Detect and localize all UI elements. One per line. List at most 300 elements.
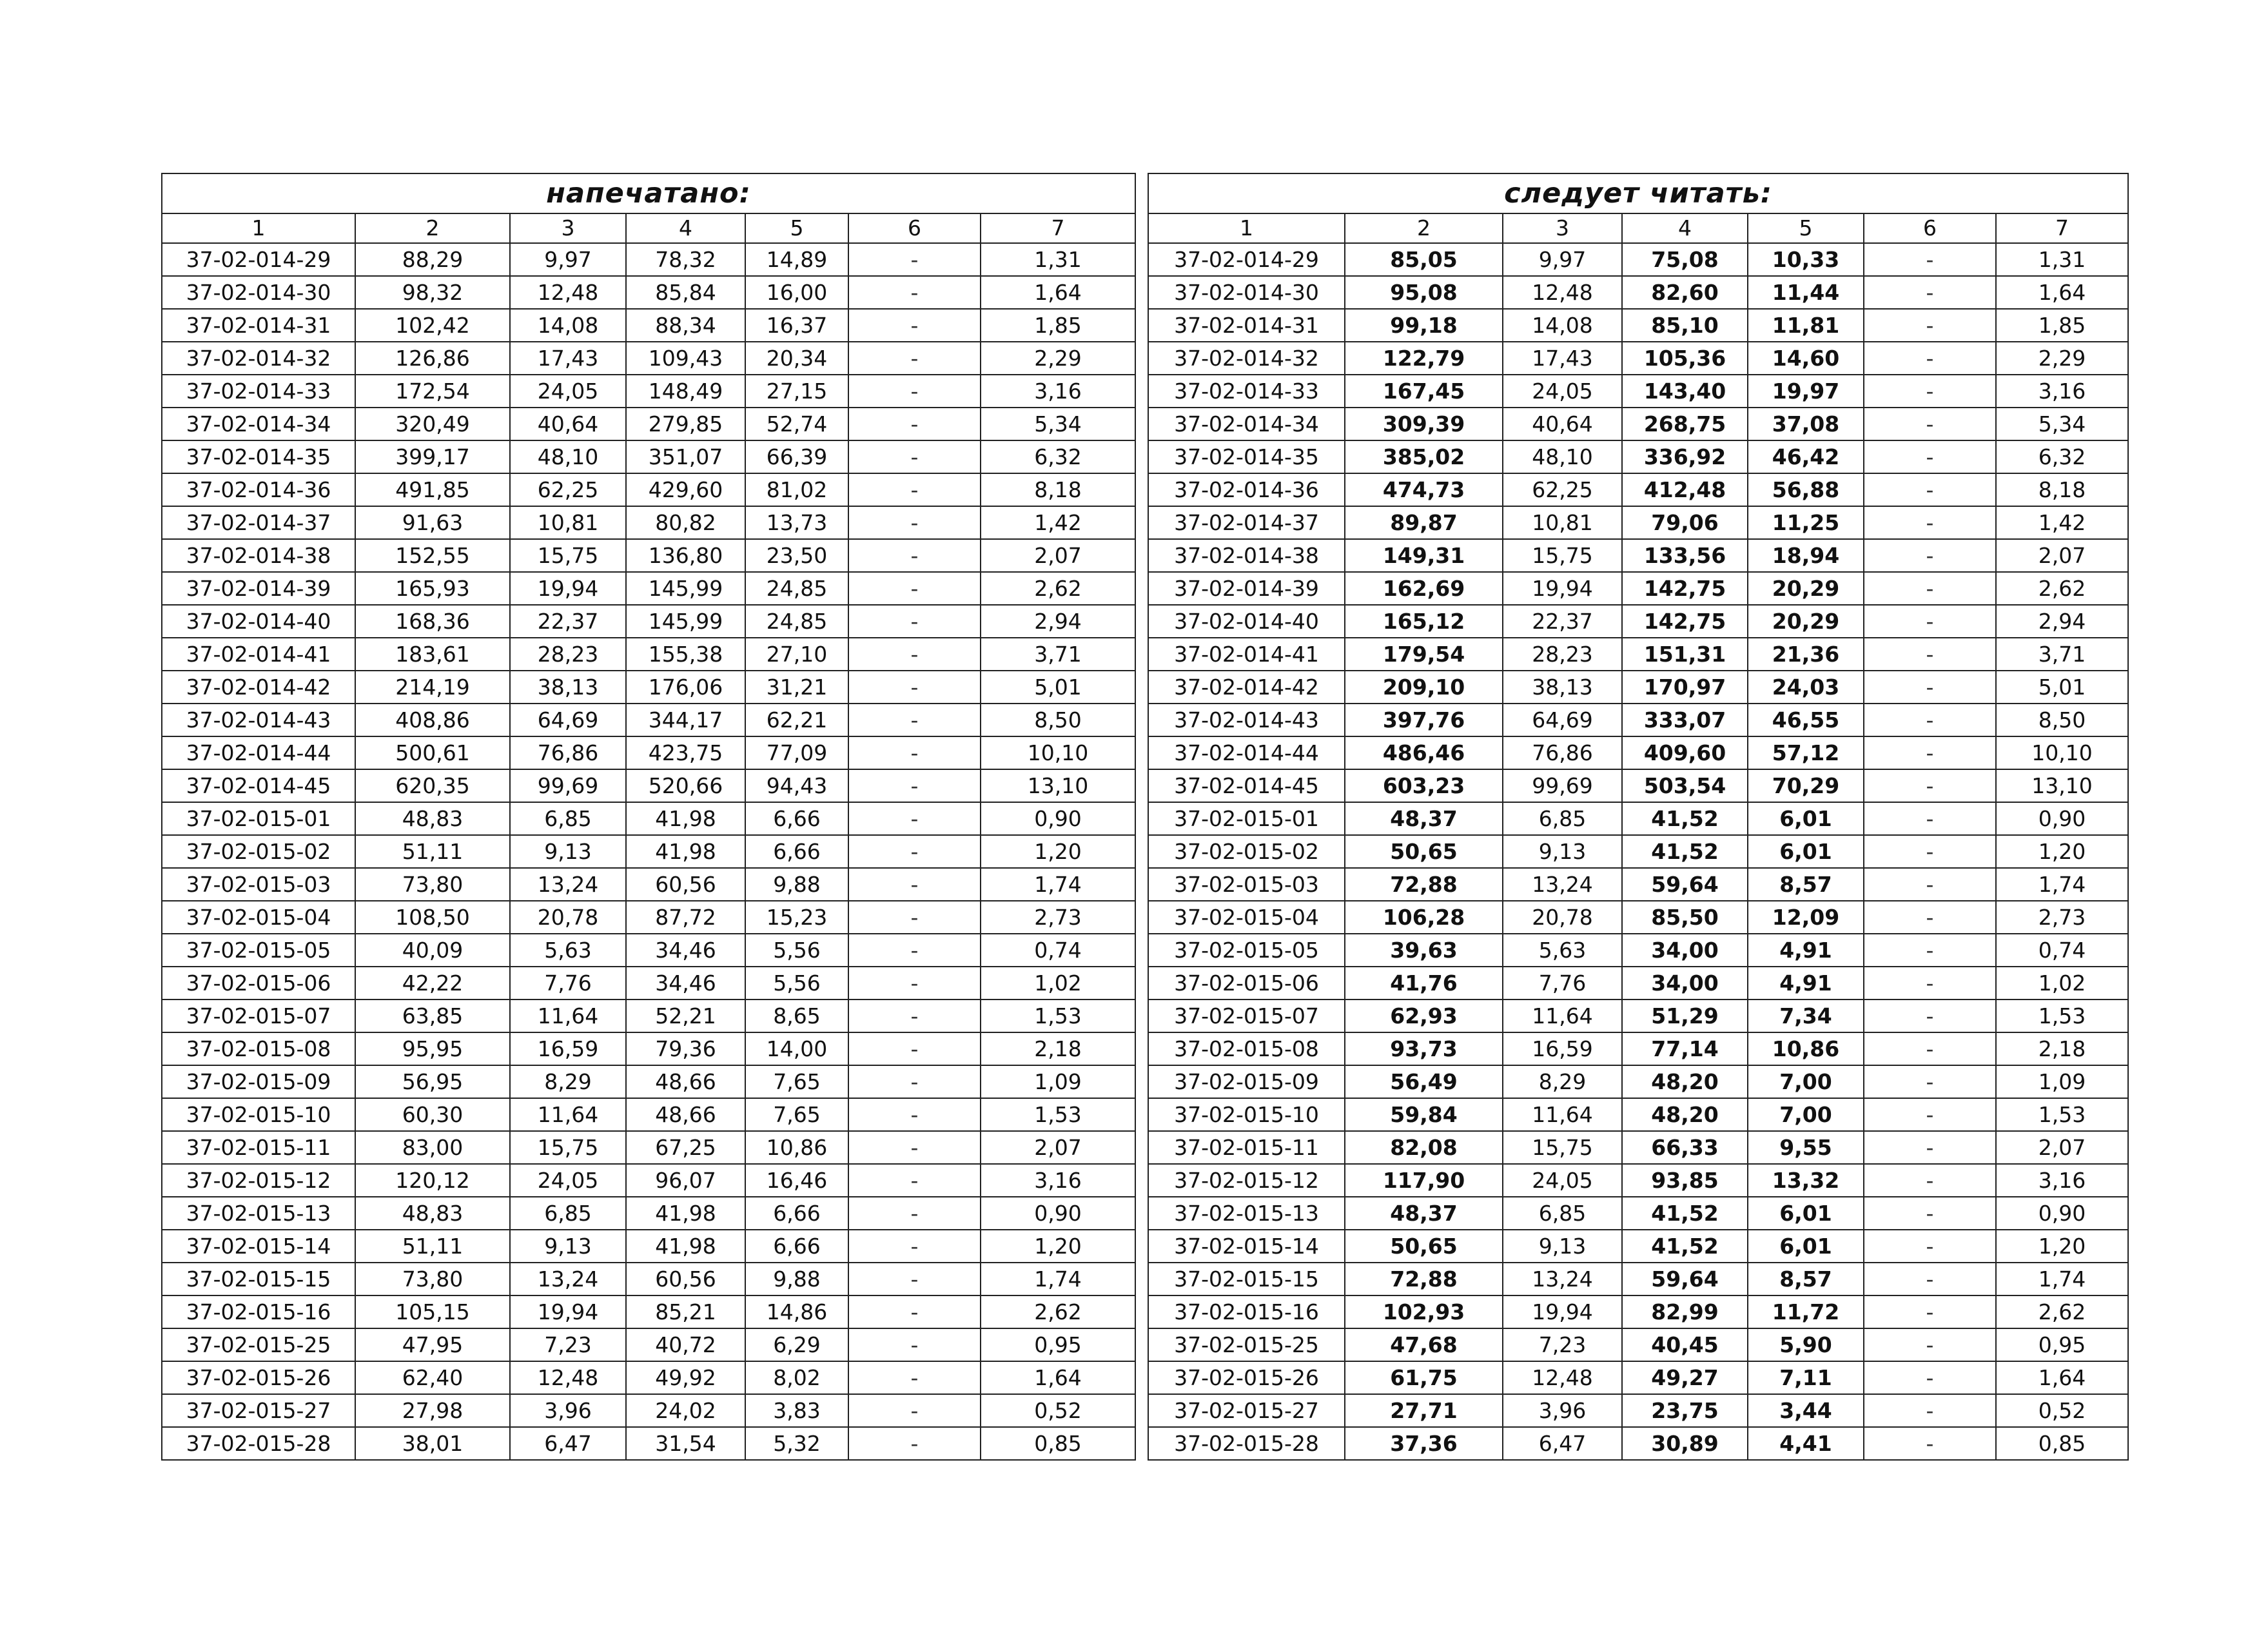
table-cell: 2,07	[981, 539, 1135, 572]
table-cell: 423,75	[626, 736, 745, 769]
table-row	[162, 638, 1135, 671]
table-row	[162, 506, 1135, 539]
table-cell: 82,99	[1622, 1295, 1748, 1328]
table-row	[162, 1230, 1135, 1263]
table-cell: 309,39	[1345, 408, 1503, 440]
table-cell: 51,11	[355, 835, 510, 868]
table-cell: 2,62	[1996, 572, 2128, 605]
table-cell: -	[848, 769, 981, 802]
table-row	[1148, 1065, 2128, 1098]
row-code-cell: 37-02-015-07	[162, 1000, 355, 1032]
table-cell: 59,64	[1622, 868, 1748, 901]
table-cell: 41,98	[626, 802, 745, 835]
table-cell: 8,18	[981, 473, 1135, 506]
table-cell: 2,73	[1996, 901, 2128, 934]
row-code-cell: 37-02-015-28	[162, 1427, 355, 1460]
table-row	[1148, 1263, 2128, 1295]
table-cell: -	[848, 1164, 981, 1197]
table-cell: 12,48	[510, 1361, 626, 1394]
table-cell: 0,95	[1996, 1328, 2128, 1361]
table-cell: 2,62	[1996, 1295, 2128, 1328]
table-cell: 7,76	[1503, 967, 1622, 1000]
table-cell: 10,10	[1996, 736, 2128, 769]
table-cell: 6,01	[1748, 1197, 1864, 1230]
table-row	[162, 1427, 1135, 1460]
table-cell: 136,80	[626, 539, 745, 572]
printed-table	[161, 173, 1136, 1461]
table-cell: 41,98	[626, 1230, 745, 1263]
row-code-cell: 37-02-015-05	[162, 934, 355, 967]
table-cell: 4,41	[1748, 1427, 1864, 1460]
column-number: 6	[848, 213, 981, 243]
row-code-cell: 37-02-015-27	[1148, 1394, 1345, 1427]
table-cell: 72,88	[1345, 1263, 1503, 1295]
row-code-cell: 37-02-015-11	[1148, 1131, 1345, 1164]
table-cell: 24,05	[1503, 1164, 1622, 1197]
table-row	[162, 473, 1135, 506]
table-row	[1148, 309, 2128, 342]
table-cell: 48,83	[355, 1197, 510, 1230]
table-cell: 22,37	[1503, 605, 1622, 638]
table-cell: -	[1864, 1328, 1996, 1361]
table-cell: 4,91	[1748, 934, 1864, 967]
table-cell: 0,74	[981, 934, 1135, 967]
row-code-cell: 37-02-015-14	[162, 1230, 355, 1263]
table-cell: -	[848, 1263, 981, 1295]
table-cell: 5,32	[745, 1427, 848, 1460]
table-cell: 16,00	[745, 276, 848, 309]
row-code-cell: 37-02-015-10	[162, 1098, 355, 1131]
table-cell: 24,85	[745, 572, 848, 605]
table-cell: 52,21	[626, 1000, 745, 1032]
table-cell: 49,92	[626, 1361, 745, 1394]
table-cell: 333,07	[1622, 704, 1748, 736]
table-cell: 14,86	[745, 1295, 848, 1328]
table-cell: 30,89	[1622, 1427, 1748, 1460]
table-cell: 2,62	[981, 1295, 1135, 1328]
table-cell: 7,76	[510, 967, 626, 1000]
table-row	[162, 1263, 1135, 1295]
table-cell: 87,72	[626, 901, 745, 934]
table-cell: -	[848, 440, 981, 473]
table-cell: 2,18	[1996, 1032, 2128, 1065]
table-cell: 399,17	[355, 440, 510, 473]
table-cell: -	[848, 1427, 981, 1460]
table-cell: -	[1864, 1263, 1996, 1295]
table-row	[1148, 901, 2128, 934]
table-cell: 6,85	[1503, 802, 1622, 835]
table-cell: -	[1864, 1394, 1996, 1427]
table-cell: -	[1864, 868, 1996, 901]
table-cell: 3,71	[981, 638, 1135, 671]
row-code-cell: 37-02-015-13	[1148, 1197, 1345, 1230]
table-cell: 88,34	[626, 309, 745, 342]
table-cell: -	[1864, 1098, 1996, 1131]
table-row	[162, 802, 1135, 835]
table-cell: 78,32	[626, 243, 745, 276]
table-cell: 14,89	[745, 243, 848, 276]
table-cell: 133,56	[1622, 539, 1748, 572]
table-cell: 14,08	[510, 309, 626, 342]
table-row	[1148, 506, 2128, 539]
row-code-cell: 37-02-015-06	[1148, 967, 1345, 1000]
row-code-cell: 37-02-014-34	[1148, 408, 1345, 440]
table-cell: -	[1864, 934, 1996, 967]
printed-table-body	[162, 243, 1135, 1460]
table-cell: 2,94	[981, 605, 1135, 638]
table-row	[162, 375, 1135, 408]
table-cell: 28,23	[1503, 638, 1622, 671]
column-number: 2	[1345, 213, 1503, 243]
table-cell: -	[848, 342, 981, 375]
table-cell: 122,79	[1345, 342, 1503, 375]
table-cell: 397,76	[1345, 704, 1503, 736]
table-cell: 8,29	[1503, 1065, 1622, 1098]
table-cell: 40,64	[1503, 408, 1622, 440]
table-cell: -	[1864, 704, 1996, 736]
table-cell: 1,20	[981, 835, 1135, 868]
table-cell: 108,50	[355, 901, 510, 934]
table-cell: 48,66	[626, 1065, 745, 1098]
table-cell: 27,10	[745, 638, 848, 671]
table-cell: 48,20	[1622, 1098, 1748, 1131]
table-cell: -	[848, 243, 981, 276]
row-code-cell: 37-02-015-04	[162, 901, 355, 934]
table-cell: 46,42	[1748, 440, 1864, 473]
table-cell: 2,94	[1996, 605, 2128, 638]
table-cell: -	[1864, 539, 1996, 572]
column-number: 7	[981, 213, 1135, 243]
table-cell: 12,48	[1503, 276, 1622, 309]
table-cell: 20,78	[1503, 901, 1622, 934]
table-cell: 474,73	[1345, 473, 1503, 506]
table-cell: 76,86	[510, 736, 626, 769]
row-code-cell: 37-02-014-36	[162, 473, 355, 506]
table-row	[1148, 408, 2128, 440]
table-row	[1148, 572, 2128, 605]
row-code-cell: 37-02-015-11	[162, 1131, 355, 1164]
row-code-cell: 37-02-015-09	[1148, 1065, 1345, 1098]
table-cell: 1,64	[981, 276, 1135, 309]
table-cell: 9,88	[745, 1263, 848, 1295]
table-cell: 9,97	[1503, 243, 1622, 276]
table-cell: 0,52	[981, 1394, 1135, 1427]
table-cell: 102,93	[1345, 1295, 1503, 1328]
table-cell: 70,29	[1748, 769, 1864, 802]
table-cell: 176,06	[626, 671, 745, 704]
table-cell: 0,85	[981, 1427, 1135, 1460]
table-cell: 19,97	[1748, 375, 1864, 408]
row-code-cell: 37-02-015-25	[162, 1328, 355, 1361]
table-row	[1148, 1000, 2128, 1032]
table-cell: 94,43	[745, 769, 848, 802]
row-code-cell: 37-02-014-44	[1148, 736, 1345, 769]
table-cell: 183,61	[355, 638, 510, 671]
table-cell: 8,65	[745, 1000, 848, 1032]
table-cell: 48,10	[1503, 440, 1622, 473]
table-cell: 5,63	[510, 934, 626, 967]
table-cell: 11,64	[510, 1000, 626, 1032]
table-cell: 41,52	[1622, 1230, 1748, 1263]
table-cell: 57,12	[1748, 736, 1864, 769]
table-cell: 7,23	[510, 1328, 626, 1361]
table-row	[1148, 1394, 2128, 1427]
table-cell: 165,12	[1345, 605, 1503, 638]
should-read-column-numbers	[1148, 213, 2128, 243]
table-cell: 77,09	[745, 736, 848, 769]
column-number: 1	[1148, 213, 1345, 243]
table-cell: 172,54	[355, 375, 510, 408]
table-cell: 520,66	[626, 769, 745, 802]
table-cell: 3,44	[1748, 1394, 1864, 1427]
table-cell: 12,48	[510, 276, 626, 309]
row-code-cell: 37-02-015-16	[1148, 1295, 1345, 1328]
table-cell: 1,02	[981, 967, 1135, 1000]
table-cell: 149,31	[1345, 539, 1503, 572]
table-row	[1148, 276, 2128, 309]
table-cell: 40,09	[355, 934, 510, 967]
row-code-cell: 37-02-015-02	[162, 835, 355, 868]
table-cell: -	[848, 1328, 981, 1361]
table-cell: 3,16	[981, 1164, 1135, 1197]
table-cell: -	[1864, 572, 1996, 605]
table-cell: 20,78	[510, 901, 626, 934]
table-cell: 1,74	[981, 1263, 1135, 1295]
table-cell: 27,71	[1345, 1394, 1503, 1427]
row-code-cell: 37-02-015-08	[162, 1032, 355, 1065]
table-cell: 96,07	[626, 1164, 745, 1197]
printed-column-numbers	[162, 213, 1135, 243]
row-code-cell: 37-02-015-14	[1148, 1230, 1345, 1263]
table-cell: 85,10	[1622, 309, 1748, 342]
table-cell: -	[848, 309, 981, 342]
table-row	[162, 901, 1135, 934]
table-cell: 7,34	[1748, 1000, 1864, 1032]
row-code-cell: 37-02-014-44	[162, 736, 355, 769]
row-code-cell: 37-02-015-12	[162, 1164, 355, 1197]
table-cell: 16,37	[745, 309, 848, 342]
table-cell: 23,75	[1622, 1394, 1748, 1427]
table-cell: 77,14	[1622, 1032, 1748, 1065]
table-cell: 14,60	[1748, 342, 1864, 375]
row-code-cell: 37-02-014-41	[1148, 638, 1345, 671]
table-cell: -	[848, 1000, 981, 1032]
table-cell: 7,65	[745, 1098, 848, 1131]
table-cell: 20,29	[1748, 605, 1864, 638]
table-cell: 22,37	[510, 605, 626, 638]
table-cell: 15,75	[510, 1131, 626, 1164]
table-cell: 16,59	[510, 1032, 626, 1065]
table-cell: 165,93	[355, 572, 510, 605]
table-cell: 6,47	[510, 1427, 626, 1460]
table-cell: 20,29	[1748, 572, 1864, 605]
row-code-cell: 37-02-014-37	[162, 506, 355, 539]
table-cell: 10,10	[981, 736, 1135, 769]
table-cell: 6,01	[1748, 835, 1864, 868]
table-cell: 1,53	[1996, 1098, 2128, 1131]
table-cell: 48,20	[1622, 1065, 1748, 1098]
table-cell: 1,64	[981, 1361, 1135, 1394]
table-cell: -	[1864, 769, 1996, 802]
table-cell: 126,86	[355, 342, 510, 375]
table-cell: 2,62	[981, 572, 1135, 605]
table-cell: 60,30	[355, 1098, 510, 1131]
table-cell: -	[848, 276, 981, 309]
table-cell: 24,05	[510, 375, 626, 408]
table-cell: 19,94	[510, 572, 626, 605]
table-cell: 16,46	[745, 1164, 848, 1197]
table-cell: -	[1864, 736, 1996, 769]
table-cell: -	[1864, 243, 1996, 276]
table-cell: 41,52	[1622, 1197, 1748, 1230]
table-cell: 7,00	[1748, 1065, 1864, 1098]
table-cell: 41,98	[626, 1197, 745, 1230]
row-code-cell: 37-02-014-35	[162, 440, 355, 473]
table-cell: 13,24	[1503, 868, 1622, 901]
printed-caption: напечатано:	[162, 173, 1135, 213]
table-cell: 66,39	[745, 440, 848, 473]
table-cell: 61,75	[1345, 1361, 1503, 1394]
table-cell: 85,05	[1345, 243, 1503, 276]
table-row	[162, 736, 1135, 769]
table-row	[162, 243, 1135, 276]
table-cell: 11,64	[1503, 1000, 1622, 1032]
table-cell: 1,53	[981, 1000, 1135, 1032]
table-cell: -	[848, 967, 981, 1000]
table-cell: 3,96	[1503, 1394, 1622, 1427]
row-code-cell: 37-02-014-38	[162, 539, 355, 572]
table-cell: 41,52	[1622, 802, 1748, 835]
table-cell: 38,13	[510, 671, 626, 704]
table-cell: 1,42	[981, 506, 1135, 539]
table-row	[1148, 539, 2128, 572]
row-code-cell: 37-02-014-43	[162, 704, 355, 736]
column-number: 1	[162, 213, 355, 243]
column-number: 3	[1503, 213, 1622, 243]
table-cell: 6,66	[745, 802, 848, 835]
table-cell: -	[1864, 276, 1996, 309]
table-cell: 0,90	[1996, 802, 2128, 835]
table-cell: 24,02	[626, 1394, 745, 1427]
table-cell: -	[1864, 375, 1996, 408]
table-cell: 59,64	[1622, 1263, 1748, 1295]
table-cell: 603,23	[1345, 769, 1503, 802]
table-row	[1148, 342, 2128, 375]
table-cell: 56,88	[1748, 473, 1864, 506]
table-cell: 6,85	[1503, 1197, 1622, 1230]
row-code-cell: 37-02-014-41	[162, 638, 355, 671]
table-cell: 6,66	[745, 1197, 848, 1230]
table-cell: 60,56	[626, 868, 745, 901]
table-cell: 1,09	[981, 1065, 1135, 1098]
table-row	[1148, 671, 2128, 704]
table-cell: 2,29	[981, 342, 1135, 375]
table-row	[1148, 1098, 2128, 1131]
table-cell: -	[848, 572, 981, 605]
table-cell: 19,94	[510, 1295, 626, 1328]
table-cell: 75,08	[1622, 243, 1748, 276]
table-cell: 7,23	[1503, 1328, 1622, 1361]
table-cell: -	[1864, 1230, 1996, 1263]
table-cell: 336,92	[1622, 440, 1748, 473]
table-cell: -	[848, 408, 981, 440]
table-cell: 15,75	[1503, 539, 1622, 572]
table-cell: 148,49	[626, 375, 745, 408]
table-cell: 142,75	[1622, 572, 1748, 605]
table-cell: 120,12	[355, 1164, 510, 1197]
row-code-cell: 37-02-014-33	[1148, 375, 1345, 408]
row-code-cell: 37-02-015-05	[1148, 934, 1345, 967]
table-row	[1148, 375, 2128, 408]
table-cell: 72,88	[1345, 868, 1503, 901]
row-code-cell: 37-02-015-02	[1148, 835, 1345, 868]
table-cell: 46,55	[1748, 704, 1864, 736]
table-row	[1148, 605, 2128, 638]
table-row	[1148, 1230, 2128, 1263]
table-cell: 1,74	[1996, 868, 2128, 901]
table-cell: 59,84	[1345, 1098, 1503, 1131]
row-code-cell: 37-02-015-26	[1148, 1361, 1345, 1394]
table-cell: 1,42	[1996, 506, 2128, 539]
table-cell: 13,24	[510, 1263, 626, 1295]
table-row	[162, 1328, 1135, 1361]
table-cell: -	[848, 736, 981, 769]
table-cell: 8,57	[1748, 868, 1864, 901]
table-cell: 105,15	[355, 1295, 510, 1328]
table-cell: 56,49	[1345, 1065, 1503, 1098]
row-code-cell: 37-02-014-32	[162, 342, 355, 375]
row-code-cell: 37-02-014-34	[162, 408, 355, 440]
table-row	[162, 539, 1135, 572]
table-cell: 10,81	[1503, 506, 1622, 539]
table-cell: 31,21	[745, 671, 848, 704]
row-code-cell: 37-02-015-03	[162, 868, 355, 901]
table-cell: 99,18	[1345, 309, 1503, 342]
table-cell: 64,69	[510, 704, 626, 736]
table-cell: 56,95	[355, 1065, 510, 1098]
table-cell: 8,02	[745, 1361, 848, 1394]
table-cell: 42,22	[355, 967, 510, 1000]
table-cell: 1,64	[1996, 1361, 2128, 1394]
table-cell: 64,69	[1503, 704, 1622, 736]
row-code-cell: 37-02-015-07	[1148, 1000, 1345, 1032]
table-cell: 214,19	[355, 671, 510, 704]
row-code-cell: 37-02-015-13	[162, 1197, 355, 1230]
table-cell: 85,21	[626, 1295, 745, 1328]
row-code-cell: 37-02-014-43	[1148, 704, 1345, 736]
table-cell: 105,36	[1622, 342, 1748, 375]
table-cell: 11,25	[1748, 506, 1864, 539]
table-cell: 34,00	[1622, 967, 1748, 1000]
table-cell: 51,29	[1622, 1000, 1748, 1032]
table-cell: -	[1864, 638, 1996, 671]
table-row	[162, 671, 1135, 704]
table-cell: -	[1864, 473, 1996, 506]
table-cell: 48,66	[626, 1098, 745, 1131]
table-row	[1148, 473, 2128, 506]
table-row	[162, 967, 1135, 1000]
table-cell: 6,85	[510, 802, 626, 835]
table-cell: 17,43	[1503, 342, 1622, 375]
table-cell: 6,66	[745, 835, 848, 868]
row-code-cell: 37-02-014-39	[1148, 572, 1345, 605]
table-cell: 11,72	[1748, 1295, 1864, 1328]
table-cell: 3,16	[981, 375, 1135, 408]
table-cell: 37,36	[1345, 1427, 1503, 1460]
table-row	[162, 835, 1135, 868]
table-cell: 76,86	[1503, 736, 1622, 769]
table-cell: 7,65	[745, 1065, 848, 1098]
